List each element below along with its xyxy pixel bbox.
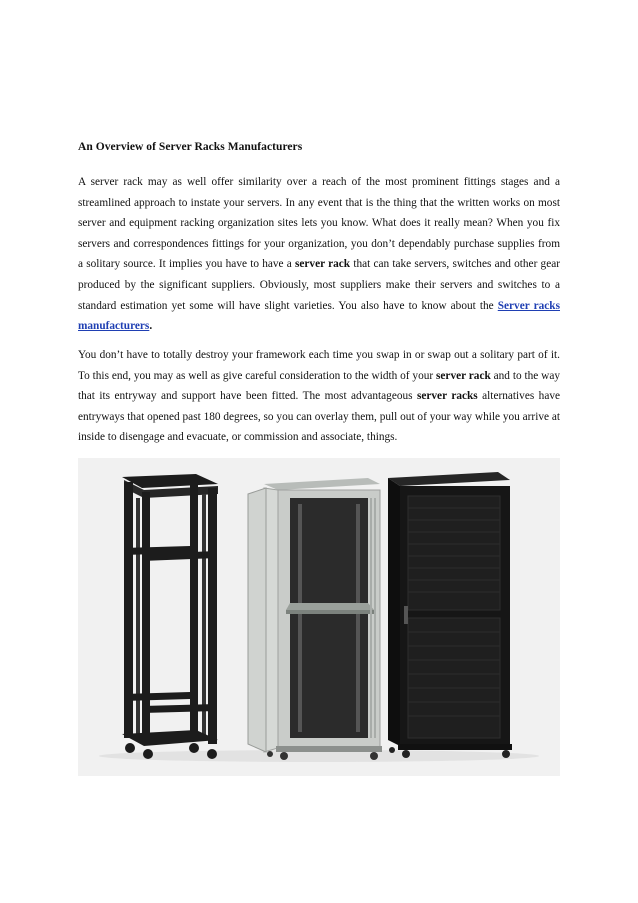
bold-term: server rack (295, 258, 351, 271)
paragraph-text: and to the way that its entryway and support have been fitted. The most advantageous (78, 369, 560, 403)
black-cabinet-rack-graphic (388, 472, 512, 758)
server-racks-manufacturers-link[interactable]: Server racks manufacturers (78, 299, 560, 333)
paragraph-details (78, 345, 560, 448)
paragraph-text: A server rack may as well offer similarity over a reach of the most prominent fittings stages and a streamlined approach to instate your servers. In any event that is the thing that the written works on most server and equipment racking organization sites lets you know. What does it really mean? When you fix servers and correspondences fittings for your organization, you don’t dependably purchase supplies from a solitary source. It implies you have to have a (78, 176, 560, 271)
paragraph-text: You don’t have to totally destroy your framework each time you swap in or swap out a solitary part of it. To this end, you may as well as give careful consideration to the width of your (78, 349, 560, 382)
server-racks-image (78, 458, 560, 776)
paragraph-period: . (149, 320, 153, 333)
document-title: An Overview of Server Racks Manufacturers (78, 141, 303, 153)
paragraph-text: that can take servers, switches and other gear produced by the significant suppliers. Obviously, most suppliers make their servers and switches to a standard estimation yet some will have slight varieties. You also have to know about the (78, 258, 560, 312)
paragraph-intro (78, 172, 560, 337)
bold-term: server rack (436, 369, 491, 382)
paragraph-text: alternatives have entryways that opened past 180 degrees, so you can overlay them, pull out of your way while you arrive at inside to disengage and evacuate, or commission and associate, things. (78, 390, 561, 444)
grey-cabinet-rack-graphic (248, 478, 382, 760)
bold-term: server racks (416, 390, 478, 403)
